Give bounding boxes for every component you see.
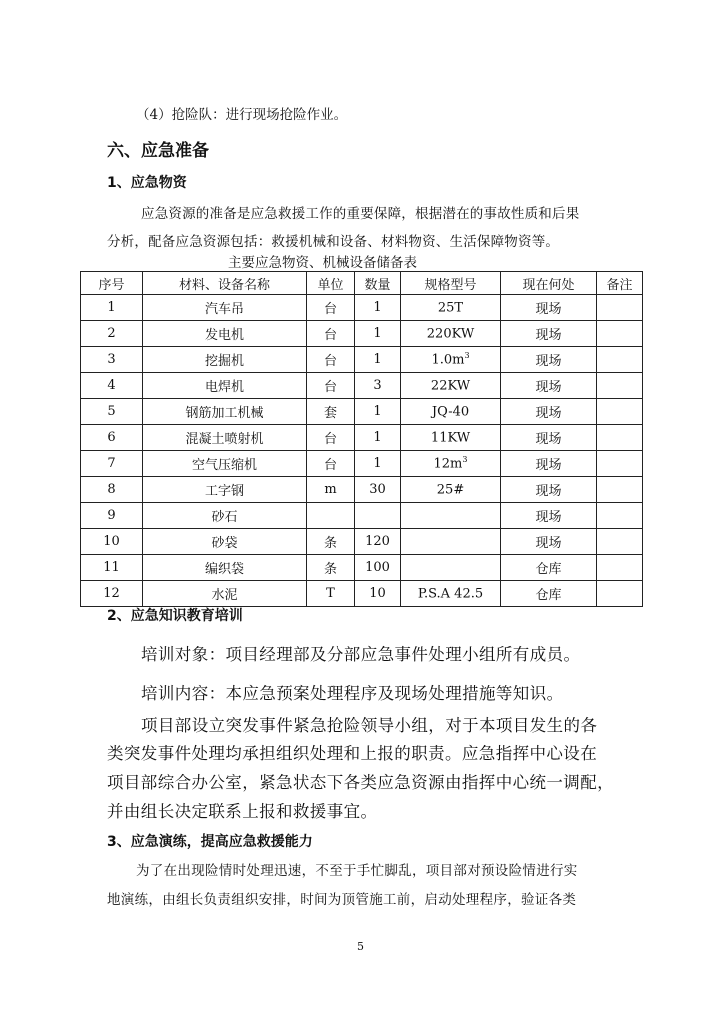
table-row xyxy=(81,347,643,373)
table-caption: 主要应急物资、机械设备储备表 xyxy=(228,255,417,271)
cell-no: 5 xyxy=(81,399,143,425)
cell-qty: 1 xyxy=(355,347,401,373)
spec-text: 22KW xyxy=(430,378,471,394)
cell-spec xyxy=(401,451,501,477)
cell-qty: 1 xyxy=(355,399,401,425)
cell-name: 编织袋 xyxy=(143,555,307,581)
cell-location: 现场 xyxy=(501,399,597,425)
spec-text: 1.0m xyxy=(431,352,465,368)
header-unit: 单位 xyxy=(307,272,355,295)
cell-no: 1 xyxy=(81,295,143,321)
s2-paragraph-line2: 类突发事件处理均承担组织处理和上报的职责。应急指挥中心设在 xyxy=(107,744,598,763)
cell-unit: 台 xyxy=(307,373,355,399)
cell-unit: 条 xyxy=(307,529,355,555)
table-row xyxy=(81,555,643,581)
table-row xyxy=(81,451,643,477)
cell-name: 混凝土喷射机 xyxy=(143,425,307,451)
cell-spec xyxy=(401,373,501,399)
cell-name: 汽车吊 xyxy=(143,295,307,321)
training-target: 培训对象：项目经理部及分部应急事件处理小组所有成员。 xyxy=(141,645,581,664)
cell-note xyxy=(597,451,643,477)
cell-spec xyxy=(401,399,501,425)
cell-no: 2 xyxy=(81,321,143,347)
cell-note xyxy=(597,503,643,529)
section-6-title: 六、应急准备 xyxy=(107,141,209,161)
cell-location: 现场 xyxy=(501,503,597,529)
cell-qty: 1 xyxy=(355,425,401,451)
cell-qty xyxy=(355,503,401,529)
section-1-title: 1、应急物资 xyxy=(107,175,187,191)
spec-text: 12m xyxy=(433,456,463,472)
cell-unit xyxy=(307,503,355,529)
spec-text: P.S.A 42.5 xyxy=(417,586,484,602)
cell-note xyxy=(597,529,643,555)
table-row xyxy=(81,295,643,321)
cell-no: 12 xyxy=(81,581,143,607)
emergency-supplies-table xyxy=(80,271,643,607)
cell-note xyxy=(597,555,643,581)
cell-name: 挖掘机 xyxy=(143,347,307,373)
table-row xyxy=(81,373,643,399)
table-row xyxy=(81,529,643,555)
cell-no: 4 xyxy=(81,373,143,399)
table-row xyxy=(81,321,643,347)
table-row xyxy=(81,425,643,451)
cell-unit: 台 xyxy=(307,347,355,373)
s2-paragraph-line1: 项目部设立突发事件紧急抢险领导小组，对于本项目发生的各 xyxy=(141,716,598,735)
s2-paragraph-line3: 项目部综合办公室，紧急状态下各类应急资源由指挥中心统一调配， xyxy=(107,773,614,792)
cell-qty: 10 xyxy=(355,581,401,607)
spec-text: JQ-40 xyxy=(431,404,470,420)
cell-note xyxy=(597,295,643,321)
cell-name: 电焊机 xyxy=(143,373,307,399)
cell-note xyxy=(597,477,643,503)
cell-name: 钢筋加工机械 xyxy=(143,399,307,425)
cell-unit: m xyxy=(307,477,355,503)
spec-text: 25T xyxy=(437,300,464,316)
cell-qty: 1 xyxy=(355,295,401,321)
cell-no: 9 xyxy=(81,503,143,529)
cell-unit: 套 xyxy=(307,399,355,425)
cell-note xyxy=(597,321,643,347)
cell-spec xyxy=(401,295,501,321)
cell-name: 砂袋 xyxy=(143,529,307,555)
s1-paragraph-line2: 分析，配备应急资源包括：救援机械和设备、材料物资、生活保障物资等。 xyxy=(107,234,560,250)
spec-sup: 3 xyxy=(462,455,468,465)
cell-qty: 30 xyxy=(355,477,401,503)
cell-name: 水泥 xyxy=(143,581,307,607)
table-row xyxy=(81,581,643,607)
table-row xyxy=(81,503,643,529)
cell-spec xyxy=(401,581,501,607)
cell-location: 仓库 xyxy=(501,555,597,581)
cell-location: 现场 xyxy=(501,477,597,503)
cell-note xyxy=(597,347,643,373)
header-name: 材料、设备名称 xyxy=(143,272,307,295)
cell-location: 现场 xyxy=(501,529,597,555)
s2-paragraph-line4: 并由组长决定联系上报和救援事宜。 xyxy=(107,802,378,821)
spec-text: 11KW xyxy=(430,430,471,446)
cell-no: 6 xyxy=(81,425,143,451)
cell-spec xyxy=(401,425,501,451)
cell-no: 8 xyxy=(81,477,143,503)
cell-note xyxy=(597,581,643,607)
cell-qty: 120 xyxy=(355,529,401,555)
cell-no: 10 xyxy=(81,529,143,555)
cell-spec xyxy=(401,503,501,529)
cell-spec xyxy=(401,555,501,581)
cell-unit: 台 xyxy=(307,425,355,451)
cell-qty: 1 xyxy=(355,451,401,477)
cell-name: 空气压缩机 xyxy=(143,451,307,477)
header-note: 备注 xyxy=(597,272,643,295)
cell-no: 11 xyxy=(81,555,143,581)
cell-spec xyxy=(401,347,501,373)
spec-sup: 3 xyxy=(464,351,470,361)
header-spec: 规格型号 xyxy=(401,272,501,295)
table-header-row xyxy=(81,272,643,295)
cell-note xyxy=(597,373,643,399)
s1-paragraph-line1: 应急资源的准备是应急救援工作的重要保障，根据潜在的事故性质和后果 xyxy=(141,206,580,222)
cell-spec xyxy=(401,321,501,347)
cell-location: 仓库 xyxy=(501,581,597,607)
cell-qty: 3 xyxy=(355,373,401,399)
header-qty: 数量 xyxy=(355,272,401,295)
table-row xyxy=(81,399,643,425)
spec-text: 25# xyxy=(436,482,465,498)
cell-name: 砂石 xyxy=(143,503,307,529)
cell-unit: 台 xyxy=(307,295,355,321)
cell-no: 7 xyxy=(81,451,143,477)
spec-text: 220KW xyxy=(426,326,475,342)
cell-spec xyxy=(401,529,501,555)
cell-location: 现场 xyxy=(501,451,597,477)
cell-no: 3 xyxy=(81,347,143,373)
s3-paragraph-line2: 地演练，由组长负责组织安排，时间为顶管施工前，启动处理程序，验证各类 xyxy=(107,892,577,908)
cell-location: 现场 xyxy=(501,347,597,373)
cell-location: 现场 xyxy=(501,425,597,451)
cell-location: 现场 xyxy=(501,295,597,321)
section-3-title: 3、应急演练，提高应急救援能力 xyxy=(107,834,313,850)
page-number: 5 xyxy=(357,940,364,953)
cell-unit: T xyxy=(307,581,355,607)
cell-qty: 1 xyxy=(355,321,401,347)
cell-name: 发电机 xyxy=(143,321,307,347)
cell-note xyxy=(597,399,643,425)
table-row xyxy=(81,477,643,503)
cell-spec xyxy=(401,477,501,503)
cell-unit: 台 xyxy=(307,451,355,477)
rescue-team-line: （4）抢险队：进行现场抢险作业。 xyxy=(136,107,348,123)
cell-unit: 台 xyxy=(307,321,355,347)
cell-name: 工字钢 xyxy=(143,477,307,503)
s3-paragraph-line1: 为了在出现险情时处理迅速，不至于手忙脚乱，项目部对预设险情进行实 xyxy=(136,863,578,879)
header-seq: 序号 xyxy=(81,272,143,295)
cell-qty: 100 xyxy=(355,555,401,581)
cell-note xyxy=(597,425,643,451)
cell-location: 现场 xyxy=(501,321,597,347)
cell-location: 现场 xyxy=(501,373,597,399)
training-content: 培训内容：本应急预案处理程序及现场处理措施等知识。 xyxy=(141,684,564,703)
section-2-title: 2、应急知识教育培训 xyxy=(107,608,243,624)
header-location: 现在何处 xyxy=(501,272,597,295)
cell-unit: 条 xyxy=(307,555,355,581)
